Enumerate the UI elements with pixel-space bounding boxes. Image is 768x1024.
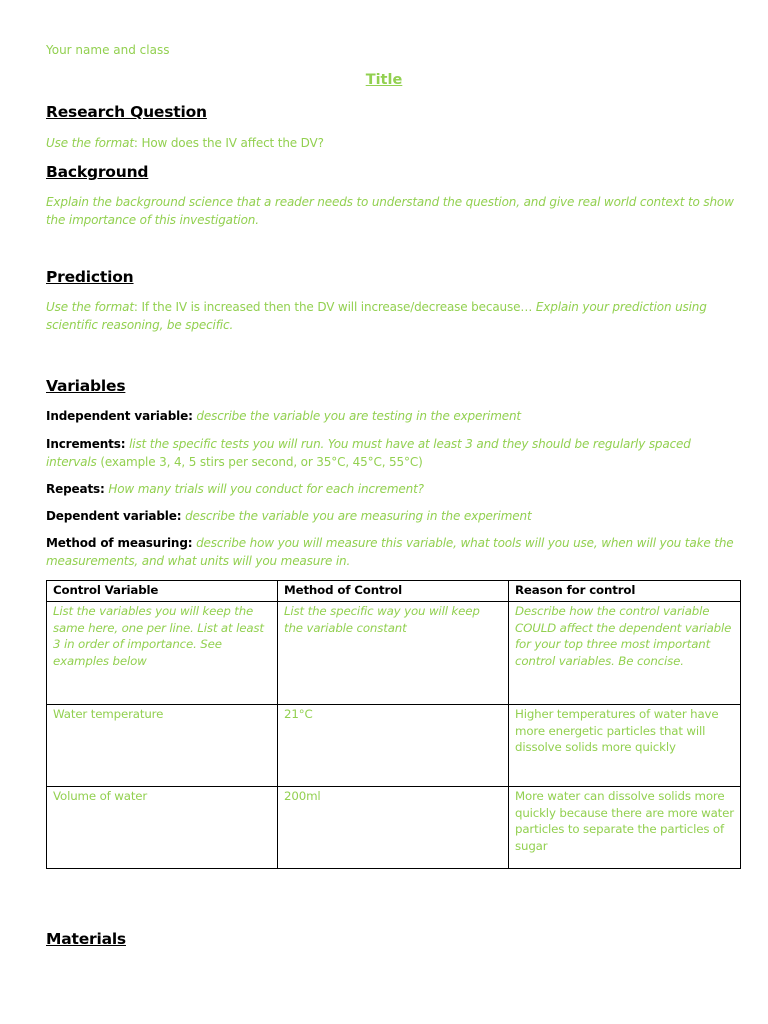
format-text: : How does the IV affect the DV? xyxy=(133,136,324,150)
table-header-row xyxy=(47,581,741,602)
header-control-variable: Control Variable xyxy=(47,581,278,602)
control-variables-table xyxy=(46,580,741,869)
format-label: Use the format xyxy=(46,300,134,314)
independent-variable-label: Independent variable: xyxy=(46,409,193,423)
research-question-instruction xyxy=(46,135,736,153)
reason-for-control-cell[interactable]: More water can dissolve solids more quickly because there are more water particles to separate the particles of sugar xyxy=(509,787,741,869)
control-variable-cell[interactable]: Volume of water xyxy=(47,787,278,869)
format-text: : If the IV is increased then the DV will increase/decrease because… xyxy=(133,300,536,314)
method-of-control-cell[interactable]: List the specific way you will keep the variable constant xyxy=(278,602,509,705)
increments-line xyxy=(46,436,736,471)
method-of-control-cell[interactable]: 21°C xyxy=(278,705,509,787)
table-row xyxy=(47,602,741,705)
method-of-measuring-line xyxy=(46,535,736,570)
repeats-line xyxy=(46,481,736,499)
header-method-of-control: Method of Control xyxy=(278,581,509,602)
control-variable-cell[interactable]: List the variables you will keep the same here, one per line. List at least 3 in order of importance. See examples below xyxy=(47,602,278,705)
repeats-label: Repeats: xyxy=(46,482,105,496)
dependent-variable-label: Dependent variable: xyxy=(46,509,182,523)
document-title: Title xyxy=(365,72,403,88)
background-heading: Background xyxy=(46,163,149,181)
increments-example: (example 3, 4, 5 stirs per second, or 35°C, 45°C, 55°C) xyxy=(100,454,423,469)
table-row xyxy=(47,705,741,787)
background-instruction: Explain the background science that a reader needs to understand the question, and give real world context to show the importance of this investigation. xyxy=(46,195,734,227)
control-variable-cell[interactable]: Water temperature xyxy=(47,705,278,787)
dependent-variable-text: describe the variable you are measuring in the experiment xyxy=(185,509,532,523)
increments-text: list the specific tests you will run. You must have at least 3 and they should be regularly spaced intervals xyxy=(46,437,691,469)
prediction-instruction xyxy=(46,299,736,334)
method-of-control-cell[interactable]: 200ml xyxy=(278,787,509,869)
method-of-measuring-label: Method of measuring: xyxy=(46,536,193,550)
format-label: Use the format xyxy=(46,136,134,150)
independent-variable-text: describe the variable you are testing in the experiment xyxy=(196,409,521,423)
increments-label: Increments: xyxy=(46,437,126,451)
header-reason-for-control: Reason for control xyxy=(509,581,741,602)
research-question-heading: Research Question xyxy=(46,103,207,121)
method-of-measuring-text: describe how you will measure this variable, what tools will you use, when will you take the measurements, and what units will you measure in. xyxy=(46,536,734,568)
materials-heading: Materials xyxy=(46,930,126,948)
prediction-heading: Prediction xyxy=(46,268,134,286)
dependent-variable-line xyxy=(46,508,736,526)
independent-variable-line xyxy=(46,408,736,426)
reason-for-control-cell[interactable]: Higher temperatures of water have more energetic particles that will dissolve solids more quickly xyxy=(509,705,741,787)
variables-heading: Variables xyxy=(46,377,126,395)
repeats-text: How many trials will you conduct for each increment? xyxy=(108,482,424,496)
name-and-class-line: Your name and class xyxy=(46,43,170,57)
reason-for-control-cell[interactable]: Describe how the control variable COULD affect the dependent variable for your top three most important control variables. Be concise. xyxy=(509,602,741,705)
table-row xyxy=(47,787,741,869)
explain-text: Explain your prediction using scientific reasoning, be specific. xyxy=(46,300,707,332)
